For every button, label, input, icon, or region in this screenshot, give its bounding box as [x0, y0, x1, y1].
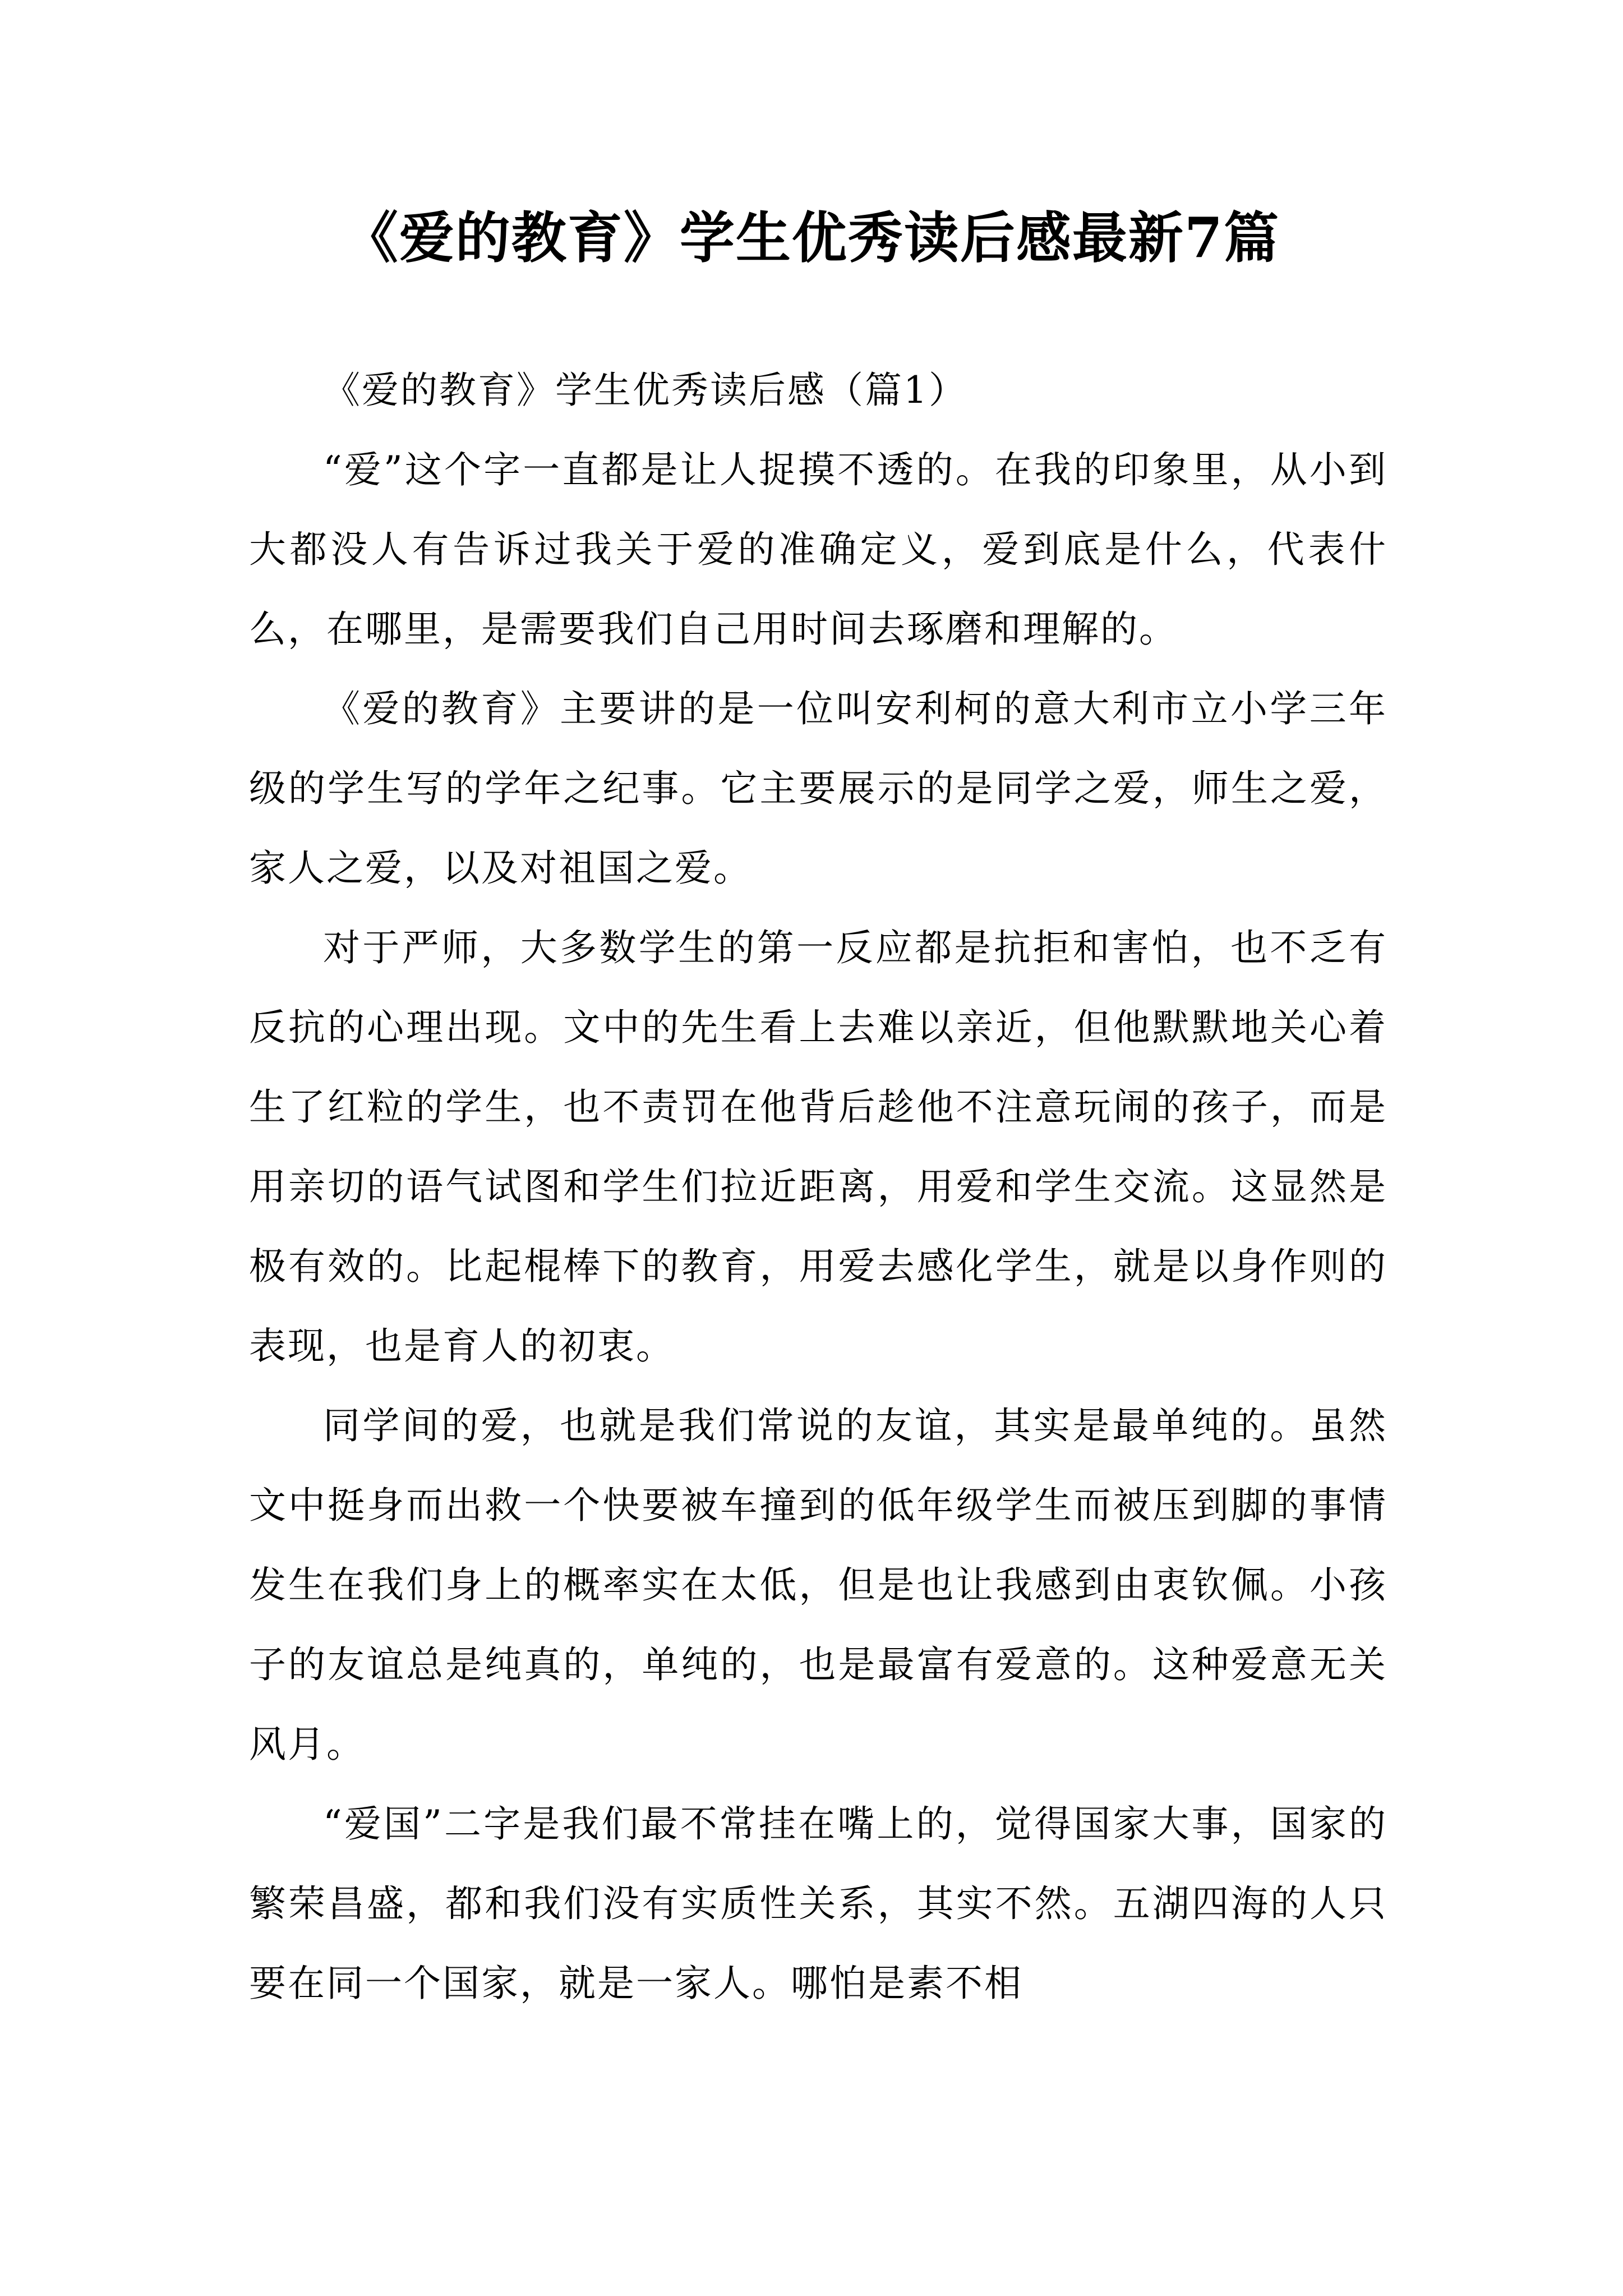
section-heading: 《爱的教育》学生优秀读后感（篇1） [323, 369, 967, 412]
paragraph: 同学间的爱，也就是我们常说的友谊，其实是最单纯的。虽然文中挺身而出救一个快要被车撞到的低年级学生而被压到脚的事情发生在我们身上的概率实在太低，但是也让我感到由衷钦佩。小孩子的友谊总是纯真的，单纯的，也是最富有爱意的。这种爱意无关风月。 [249, 1404, 1387, 1766]
paragraph: “爱国”二字是我们最不常挂在嘴上的，觉得国家大事，国家的繁荣昌盛，都和我们没有实质性关系，其实不然。五湖四海的人只要在同一个国家，就是一家人。哪怕是素不相 [249, 1802, 1387, 2005]
paragraph: 对于严师，大多数学生的第一反应都是抗拒和害怕，也不乏有反抗的心理出现。文中的先生看上去难以亲近，但他默默地关心着生了红粒的学生，也不责罚在他背后趁他不注意玩闹的孩子，而是用亲切的语气试图和学生们拉近距离，用爱和学生交流。这显然是极有效的。比起棍棒下的教育，用爱去感化学生，就是以身作则的表现，也是育人的初衷。 [249, 926, 1387, 1368]
document-body [249, 351, 1387, 2023]
paragraph: 《爱的教育》主要讲的是一位叫安利柯的意大利市立小学三年级的学生写的学年之纪事。它主要展示的是同学之爱，师生之爱，家人之爱，以及对祖国之爱。 [249, 687, 1387, 890]
paragraph: “爱”这个字一直都是让人捉摸不透的。在我的印象里，从小到大都没人有告诉过我关于爱的准确定义，爱到底是什么，代表什么，在哪里，是需要我们自己用时间去琢磨和理解的。 [249, 448, 1387, 651]
document-title: 《爱的教育》学生优秀读后感最新7篇 [343, 206, 1280, 270]
